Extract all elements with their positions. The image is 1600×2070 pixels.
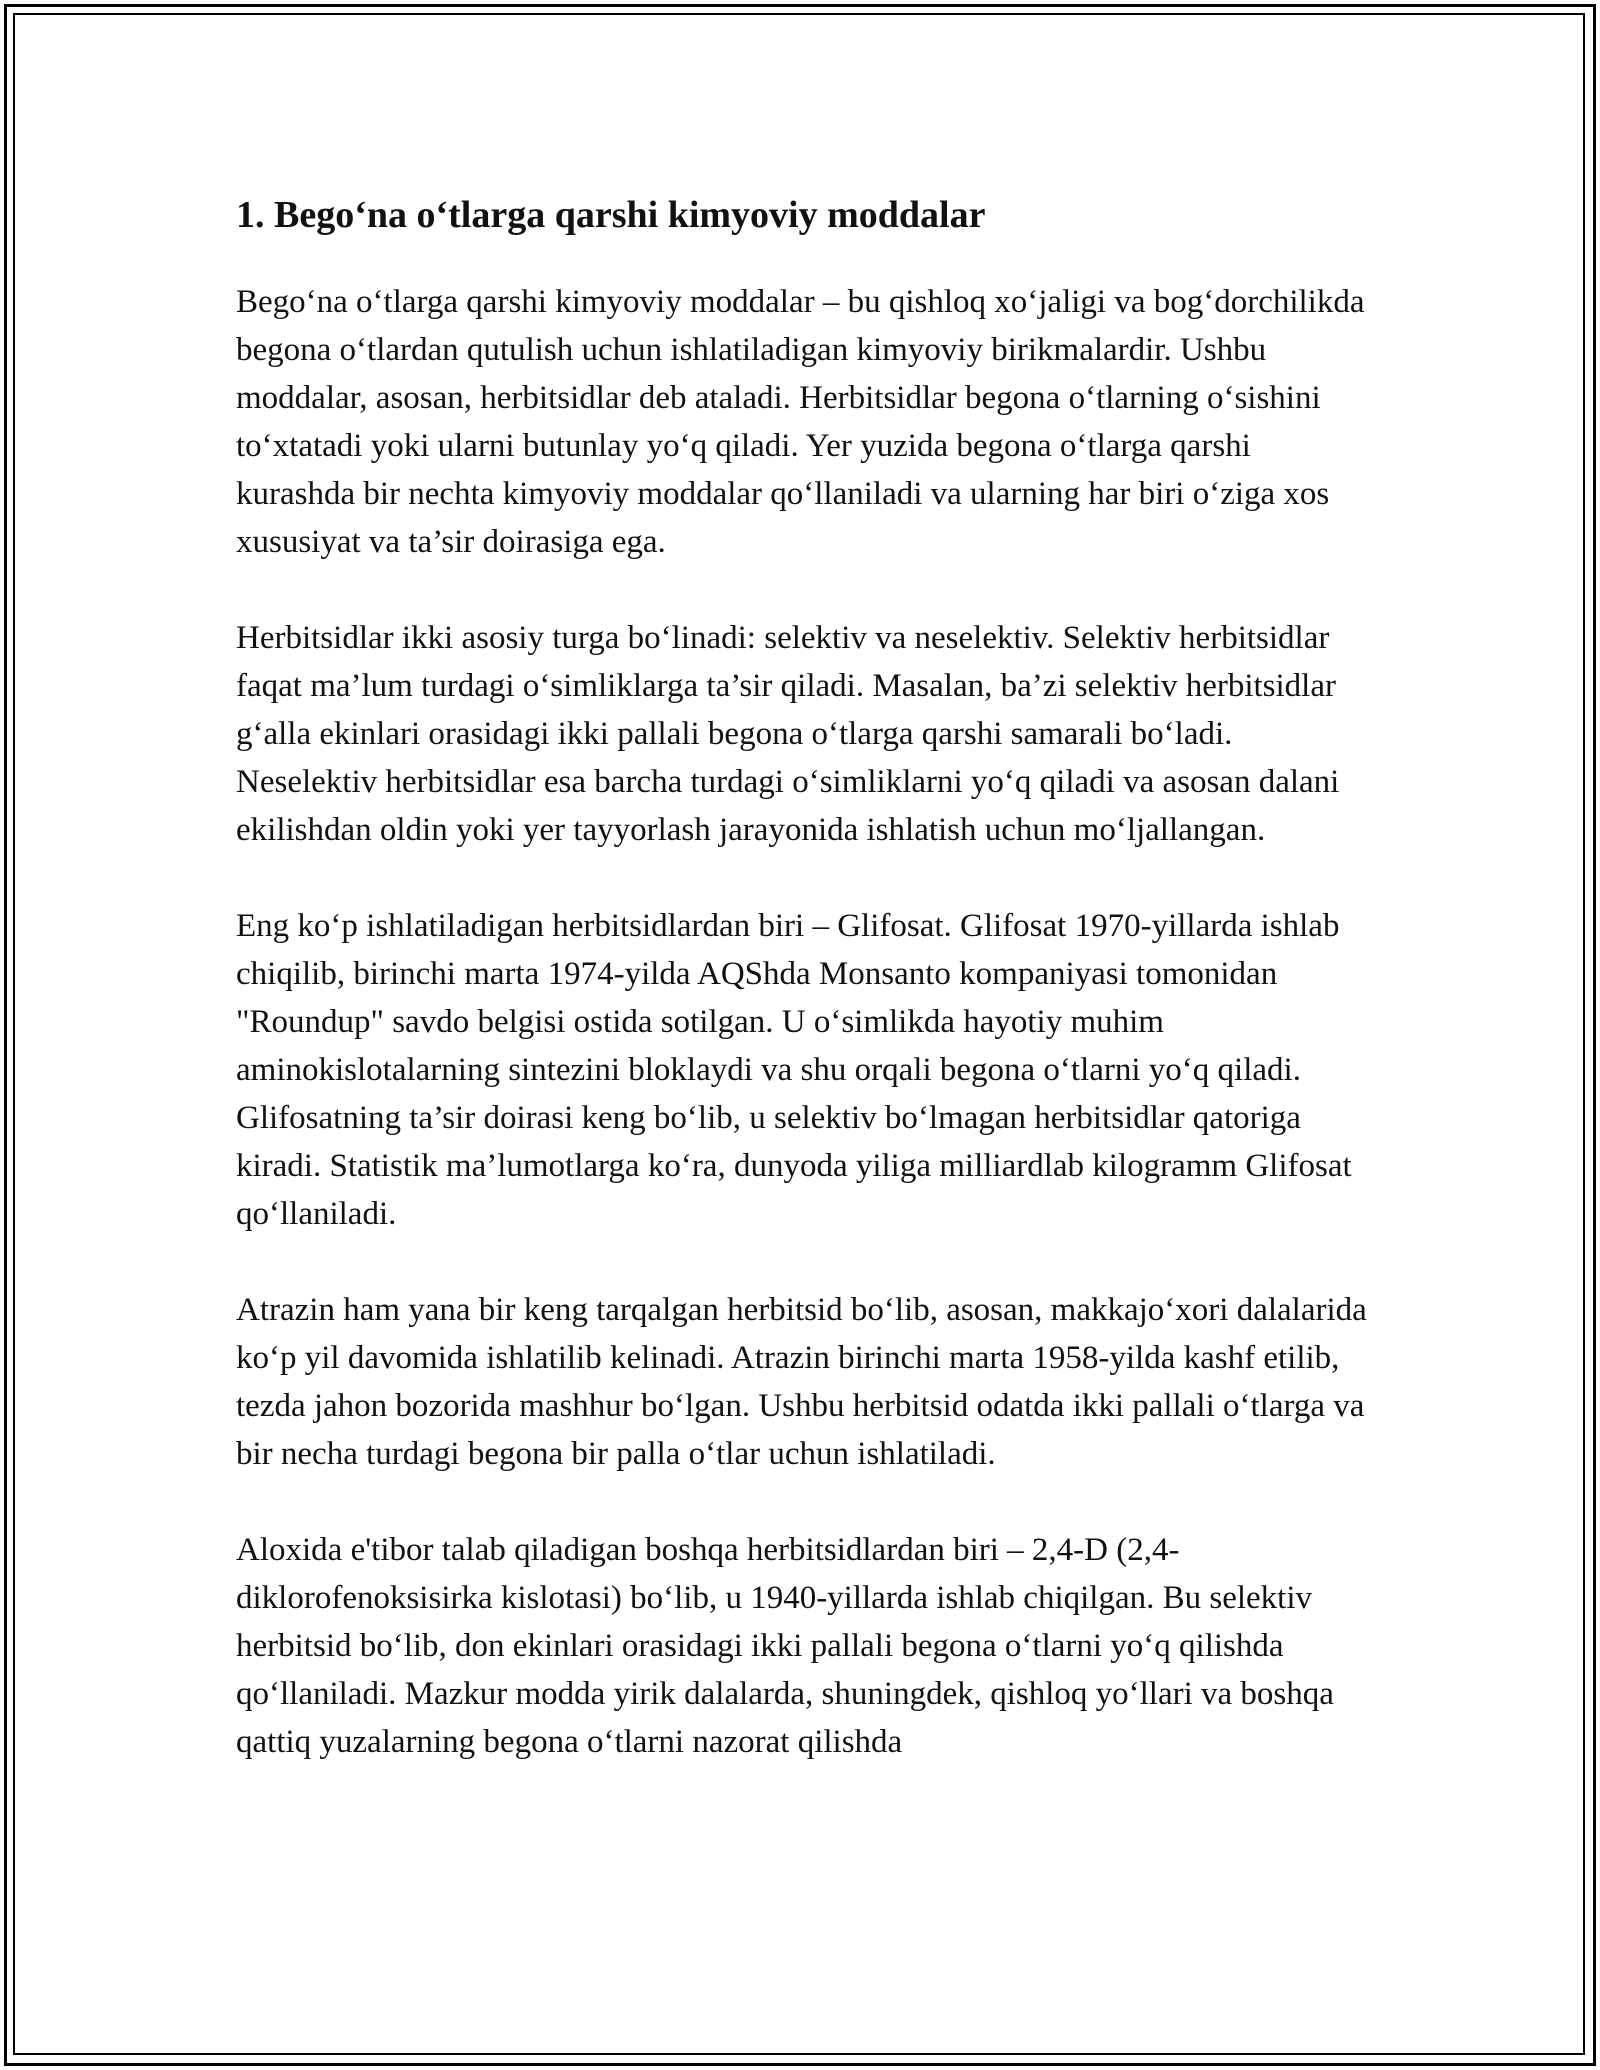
paragraph-herbicides-intro: Bego‘na o‘tlarga qarshi kimyoviy moddalar – bu qishloq xo‘jaligi va bog‘dorchilikda begona o‘tlardan qutulish uchun ishlatiladigan kimyoviy birikmalardir. Ushbu moddalar, asosan, herbitsidlar deb ataladi. Herbitsidlar begona o‘tlarning o‘sishini to‘xtatadi yoki ularni butunlay yo‘q qiladi. Yer yuzida begona o‘tlarga qarshi kurashda bir nechta kimyoviy moddalar qo‘llaniladi va ularning har biri o‘ziga xos xususiyat va ta’sir doirasiga ega. <box>236 284 1365 560</box>
document-body <box>236 182 1372 1814</box>
section-heading: 1. Bego‘na o‘tlarga qarshi kimyoviy moddalar <box>236 194 986 236</box>
paragraph-2-4-d: Aloxida e'tibor talab qiladigan boshqa herbitsidlardan biri – 2,4-D (2,4-diklorofenoksisirka kislotasi) bo‘lib, u 1940-yillarda ishlab chiqilgan. Bu selektiv herbitsid bo‘lib, don ekinlari orasidagi ikki pallali begona o‘tlarni yo‘q qilishda qo‘llaniladi. Mazkur modda yirik dalalarda, shuningdek, qishloq yo‘llari va boshqa qattiq yuzalarning begona o‘tlarni nazorat qilishda <box>236 1532 1334 1760</box>
paragraph-atrazine: Atrazin ham yana bir keng tarqalgan herbitsid bo‘lib, asosan, makkajo‘xori dalalarida ko‘p yil davomida ishlatilib kelinadi. Atrazin birinchi marta 1958-yilda kashf etilib, tezda jahon bozorida mashhur bo‘lgan. Ushbu herbitsid odatda ikki pallali o‘tlarga va bir necha turdagi begona bir palla o‘tlar uchun ishlatiladi. <box>236 1292 1367 1472</box>
paragraph-herbicide-types: Herbitsidlar ikki asosiy turga bo‘linadi: selektiv va neselektiv. Selektiv herbitsidlar faqat ma’lum turdagi o‘simliklarga ta’sir qiladi. Masalan, ba’zi selektiv herbitsidlar g‘alla ekinlari orasidagi ikki pallali begona o‘tlarga qarshi samarali bo‘ladi. Neselektiv herbitsidlar esa barcha turdagi o‘simliklarni yo‘q qiladi va asosan dalani ekilishdan oldin yoki yer tayyorlash jarayonida ishlatish uchun mo‘ljallangan. <box>236 620 1340 848</box>
paragraph-glyphosate: Eng ko‘p ishlatiladigan herbitsidlardan biri – Glifosat. Glifosat 1970-yillarda ishlab chiqilib, birinchi marta 1974-yilda AQShda Monsanto kompaniyasi tomonidan "Roundup" savdo belgisi ostida sotilgan. U o‘simlikda hayotiy muhim aminokislotalarning sintezini bloklaydi va shu orqali begona o‘tlarni yo‘q qiladi. Glifosatning ta’sir doirasi keng bo‘lib, u selektiv bo‘lmagan herbitsidlar qatoriga kiradi. Statistik ma’lumotlarga ko‘ra, dunyoda yiliga milliardlab kilogramm Glifosat qo‘llaniladi. <box>236 908 1352 1232</box>
